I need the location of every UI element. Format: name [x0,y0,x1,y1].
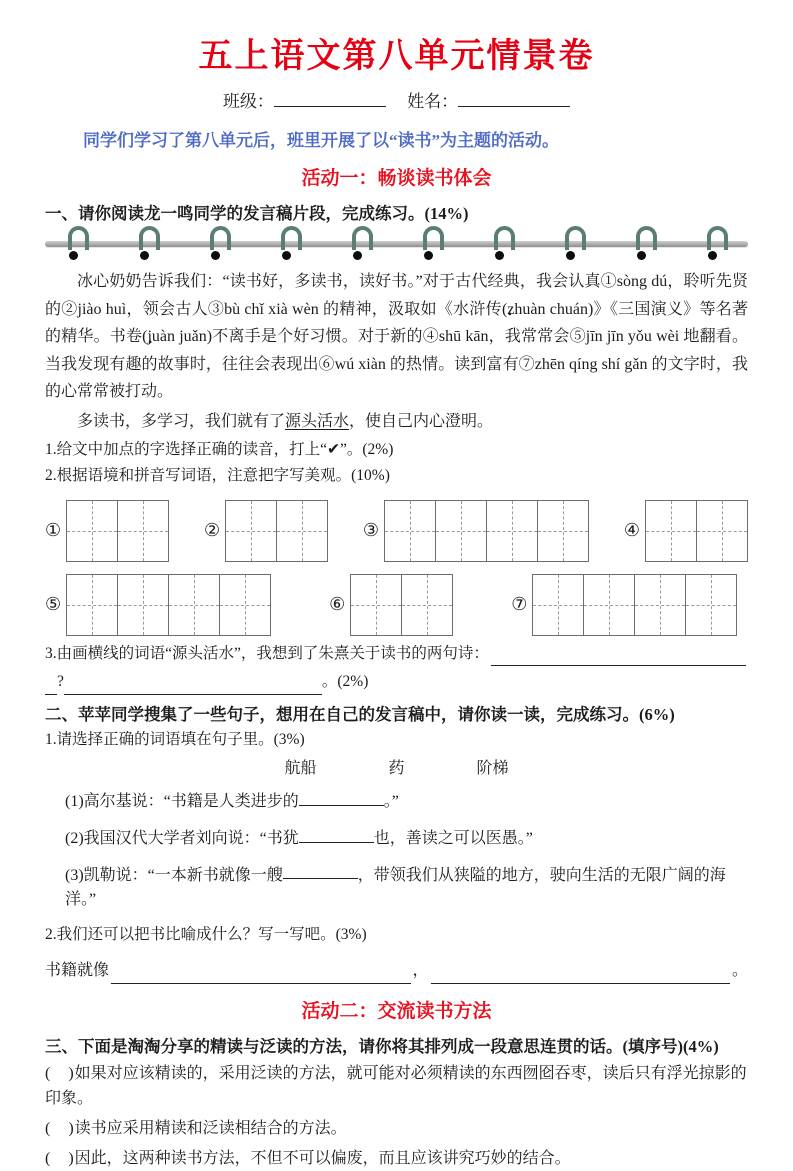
grid-number-label: ② [203,520,221,541]
quote-item-1 [45,788,748,815]
answer-blank-analogy-2[interactable] [431,966,730,984]
binder-ring-icon [209,226,229,262]
writing-grid-2[interactable] [204,500,328,562]
tian-zi-grid[interactable] [66,500,169,562]
student-info-line [45,87,748,112]
tian-zi-cell[interactable] [486,501,537,561]
tian-zi-cell[interactable] [276,501,327,561]
sequence-text: 因此，这两种读书方法，不但不可以偏废，而且应该讲究巧妙的结合。 [74,1149,571,1167]
answer-blank-quote-3[interactable] [283,862,358,880]
section1-title: 一、请你阅读龙一鸣同学的发言稿片段，完成练习。(14%) [45,204,469,223]
class-label: 班级： [222,92,274,111]
tian-zi-cell[interactable] [634,575,685,635]
binder-ring-icon [422,226,442,262]
tian-zi-cell[interactable] [117,575,168,635]
tian-zi-cell[interactable] [117,501,168,561]
writing-grid-3[interactable] [363,500,589,562]
quote-text: 也，善读之可以医愚。” [373,829,533,847]
tian-zi-cell[interactable] [583,575,634,635]
passage-text: (zhuàn chuán)》《三国演义》等名著的精华。书 [45,300,748,346]
activity1-heading: 活动一：畅谈读书体会 [301,168,492,189]
grid-number-label: ① [45,520,62,541]
sequence-item-2 [45,1116,748,1142]
tian-zi-cell[interactable] [385,501,435,561]
analogy-prefix: 书籍就像 [45,962,110,980]
question-3-line2 [45,670,748,695]
sequence-item-1 [45,1061,748,1112]
analogy-period: 。 [732,962,749,980]
page-title: 五上语文第八单元情景卷 [198,38,595,75]
section2-title: 二、苹苹同学搜集了一些句子，想用在自己的发言稿中，请你读一读，完成练习。(6%) [45,705,675,725]
tian-zi-cell[interactable] [646,501,696,561]
writing-grid-6[interactable] [329,574,453,636]
grid-number-label: ⑦ [511,594,528,615]
dotted-character: 传 [485,300,502,318]
writing-grid-5[interactable] [45,574,271,636]
analogy-line [45,958,748,984]
passage-paragraph-2 [45,408,748,436]
sequence-text: 如果对应该精读的，采用泛读的方法，就可能对必须精读的东西囫囵吞枣，读后只有浮光掠影的印象。 [45,1064,747,1108]
pinyin-grid-row-2 [45,574,748,636]
analogy-comma: ， [412,962,429,980]
binder-ring-icon [493,226,513,262]
question-3-line1 [45,642,748,667]
tian-zi-cell[interactable] [226,501,276,561]
intro-text: 同学们学习了第八单元后，班里开展了以“读书”为主题的活动。 [83,131,559,150]
section2-question-2: 2.我们还可以把书比喻成什么？写一写吧。(3%) [45,926,367,944]
binder-ring-icon [280,226,300,262]
tian-zi-cell[interactable] [351,575,401,635]
writing-grid-1[interactable] [45,500,169,562]
quote-item-3 [45,862,748,913]
section2-question-1: 1.请选择正确的词语填在句子里。(3%) [45,731,305,749]
order-answer-slot[interactable]: ( ) [45,1120,75,1138]
grid-number-label: ⑥ [329,594,346,615]
binder-ring-icon [67,226,87,262]
answer-blank-poem-line2[interactable] [64,678,322,695]
answer-blank-poem-line1[interactable] [491,649,746,666]
quote-text: (3)凯勒说：“一本新书就像一艘 [65,866,283,884]
answer-blank-continuation[interactable] [45,678,57,695]
tian-zi-grid[interactable] [384,500,589,562]
tian-zi-cell[interactable] [67,501,117,561]
passage-text: 冰心奶奶告诉我们：“读书好，多读书，读好书。”对于古代经典，我会认真①sòng dú，聆听先贤的②jiào huì，领会古人③bù chǐ xià wèn 的精神，汲取如《水浒 [45,273,748,318]
tian-zi-grid[interactable] [350,574,453,636]
binder-rings [67,226,726,262]
binder-ring-icon [564,226,584,262]
passage-paragraph-1 [45,268,748,406]
tian-zi-cell[interactable] [435,501,486,561]
tian-zi-cell[interactable] [168,575,219,635]
question-3-text: 3.由画横线的词语“源头活水”，我想到了朱熹关于读书的两句诗： [45,644,489,662]
binder-ring-icon [706,226,726,262]
section3-title: 三、下面是淘淘分享的精读与泛读的方法，请你将其排列成一段意思连贯的话。(填序号)(4%) [45,1036,719,1056]
writing-grid-7[interactable] [511,574,737,636]
passage-text: (juàn juǎn)不离手是个好习惯。对于新的④shū kān，我常常会⑤jīn jīn yǒu wèi 地翻看。当我发现有趣的故事时，往往会表现出⑥wú xiàn 的热情。读到富有⑦zhēn qíng shí gǎn 的文字时，我的心常常被打动。 [45,328,748,401]
class-input-blank[interactable] [274,88,386,107]
grid-number-label: ⑤ [45,594,62,615]
question-1: 1.给文中加点的字选择正确的读音，打上“✔”。(2%) [45,441,394,459]
dotted-character: 卷 [125,328,143,346]
spiral-binder [45,226,748,266]
writing-grid-4[interactable] [624,500,748,562]
quote-text: ，带领我们从狭隘的地方，驶向生活的无限广阔的海洋。” [65,866,726,909]
tian-zi-cell[interactable] [685,575,736,635]
question-3-score: 。(2%) [321,673,369,691]
name-label: 姓名： [407,92,459,111]
binder-ring-icon [635,226,655,262]
pinyin-grid-row-1 [45,500,748,562]
answer-blank-quote-1[interactable] [299,788,384,806]
tian-zi-grid[interactable] [532,574,737,636]
word-bank-option-1: 航船 [284,760,317,778]
grid-number-label: ③ [362,520,380,541]
answer-blank-analogy-1[interactable] [111,966,410,984]
grid-number-label: ④ [623,520,640,541]
tian-zi-grid[interactable] [645,500,748,562]
word-bank [45,755,748,778]
quote-text: (1)高尔基说：“书籍是人类进步的 [65,793,299,811]
tian-zi-cell[interactable] [533,575,583,635]
passage-text: 多读书，多学习，我们就有了 [77,412,286,430]
sequence-item-3 [45,1146,748,1171]
tian-zi-grid[interactable] [225,500,328,562]
order-answer-slot[interactable]: ( ) [45,1064,75,1082]
passage-text: ，使自己内心澄明。 [349,412,494,430]
tian-zi-cell[interactable] [219,575,270,635]
answer-blank-quote-2[interactable] [299,825,374,843]
quote-text: 。” [383,793,399,811]
quote-text: (2)我国汉代大学者刘向说：“书犹 [65,829,299,847]
binder-ring-icon [138,226,158,262]
reading-passage [45,268,748,435]
tian-zi-grid[interactable] [66,574,271,636]
quote-item-2 [45,825,748,852]
binder-ring-icon [351,226,371,262]
sequence-text: 读书应采用精读和泛读相结合的方法。 [74,1120,347,1138]
tian-zi-cell[interactable] [696,501,747,561]
question-2: 2.根据语境和拼音写词语，注意把字写美观。(10%) [45,467,390,485]
underlined-phrase: 源头活水 [285,412,350,430]
word-bank-option-2: 药 [388,760,405,778]
tian-zi-cell[interactable] [401,575,452,635]
order-answer-slot[interactable]: ( ) [45,1149,75,1167]
question-mark: ? [57,673,64,691]
word-bank-option-3: 阶梯 [476,760,509,778]
activity2-heading: 活动二：交流读书方法 [301,1000,492,1022]
tian-zi-cell[interactable] [537,501,588,561]
name-input-blank[interactable] [458,88,570,107]
tian-zi-cell[interactable] [67,575,117,635]
